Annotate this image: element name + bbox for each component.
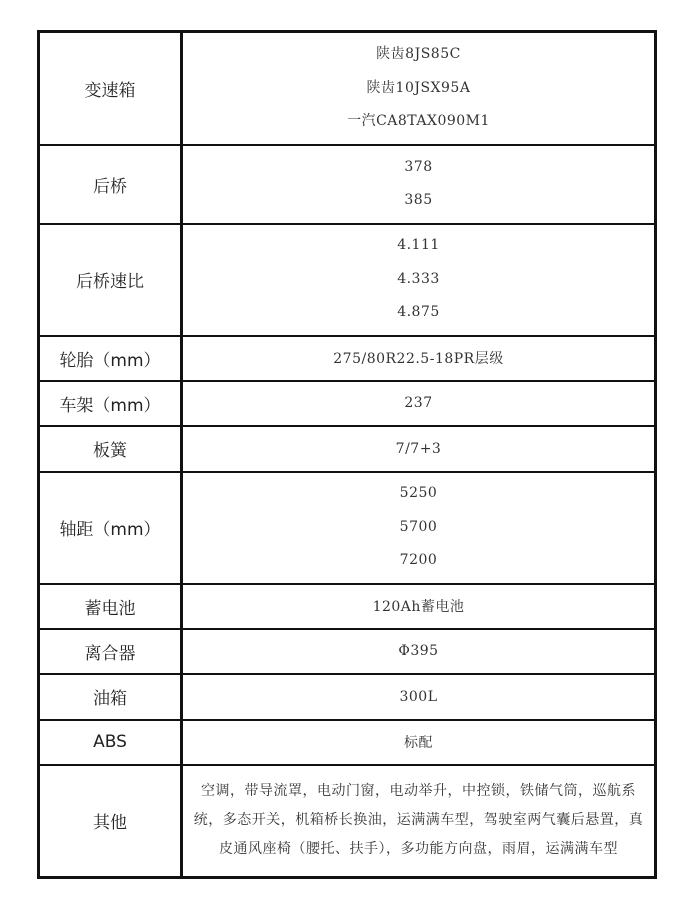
table-row-clutch [39, 629, 656, 674]
value-line: 一汽CA8TAX090M1 [347, 113, 490, 129]
value-line: 陕齿10JSX95A [366, 79, 471, 96]
row-value [182, 145, 656, 224]
row-label: 轴距（mm） [39, 472, 182, 584]
row-label: 离合器 [39, 629, 182, 674]
value-line: 5250 [399, 485, 438, 502]
row-label: ABS [39, 720, 182, 765]
table-row-leaf-spring [39, 426, 656, 472]
row-label: 蓄电池 [39, 584, 182, 629]
table-row-fuel-tank [39, 674, 656, 720]
table-row-battery [39, 584, 656, 629]
value-line: 4.111 [397, 237, 440, 254]
row-value: 7/7+3 [182, 426, 656, 472]
row-value: 标配 [182, 720, 656, 765]
row-value [182, 224, 656, 336]
spec-table [37, 30, 657, 879]
row-value: 空调，带导流罩，电动门窗，电动举升，中控锁，铁储气筒，巡航系统，多态开关，机箱桥长换油，运满满车型，驾驶室两气囊后悬置，真皮通风座椅（腰托、扶手），多功能方向盘，雨眉，运满满车型 [182, 765, 656, 878]
table-row-gearbox [39, 32, 656, 145]
table-row-frame [39, 381, 656, 426]
value-line: 陕齿8JS85C [376, 46, 461, 62]
value-line: 5700 [399, 518, 438, 535]
row-value [182, 32, 656, 145]
value-line: 385 [404, 192, 433, 208]
table-row-tire [39, 336, 656, 381]
table-row-wheelbase [39, 472, 656, 584]
row-label: 轮胎（mm） [39, 336, 182, 381]
value-line: 4.333 [397, 270, 440, 287]
row-value: 275/80R22.5-18PR层级 [182, 336, 656, 381]
value-line: 378 [404, 158, 433, 175]
value-line: 4.875 [397, 304, 440, 321]
row-label: 后桥 [39, 145, 182, 224]
row-value: 300L [182, 674, 656, 720]
row-label: 车架（mm） [39, 381, 182, 426]
row-label: 油箱 [39, 674, 182, 720]
row-label: 板簧 [39, 426, 182, 472]
table-row-rear-axle [39, 145, 656, 224]
row-label: 后桥速比 [39, 224, 182, 336]
row-value: 120Ah蓄电池 [182, 584, 656, 629]
row-value: 237 [182, 381, 656, 426]
table-row-abs [39, 720, 656, 765]
table-row-other [39, 765, 656, 878]
row-label: 其他 [39, 765, 182, 878]
value-line: 7200 [399, 552, 438, 569]
table-row-axle-ratio [39, 224, 656, 336]
row-value: Φ395 [182, 629, 656, 674]
row-value [182, 472, 656, 584]
row-label: 变速箱 [39, 32, 182, 145]
